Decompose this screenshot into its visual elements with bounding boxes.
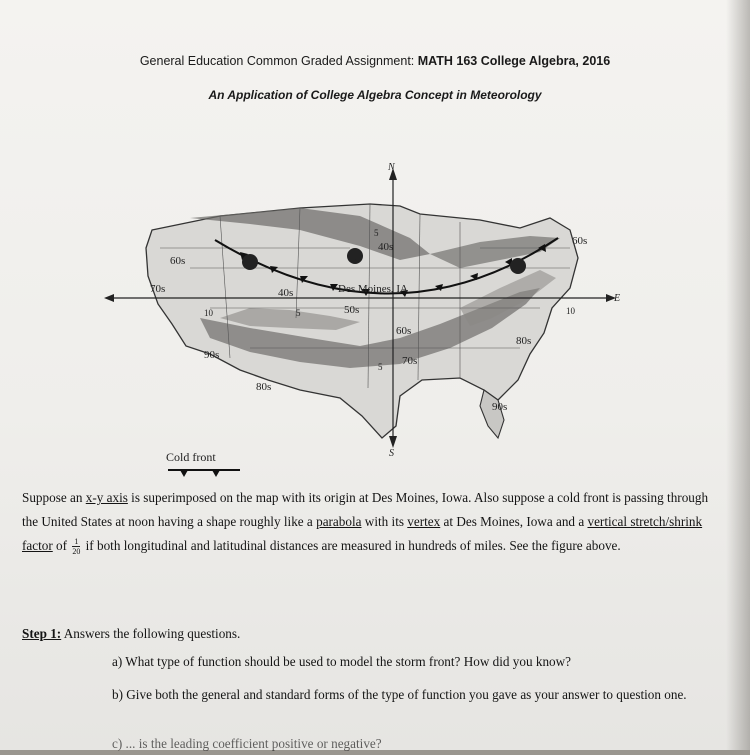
step-1-heading	[22, 626, 240, 642]
tick-y-bottom: 5	[378, 362, 383, 372]
legend-front-triangle	[180, 470, 188, 477]
compass-north: N	[388, 162, 395, 173]
low-label-west: L	[246, 258, 252, 268]
weather-map	[100, 158, 640, 478]
tick-y-top: 5	[374, 228, 379, 238]
para-underline-axis: x-y axis	[85, 490, 128, 505]
para-text: is superimposed on the map with its origin at Des Moines, Iowa. Also suppose a cold front is passing through the United States at noon having a shape roughly like a	[22, 490, 709, 529]
tick-x-left: 10	[204, 308, 213, 318]
compass-south: S	[389, 448, 394, 459]
header-prefix: General Education Common Graded Assignment:	[139, 54, 418, 68]
problem-paragraph	[22, 486, 712, 558]
low-label-east: L	[514, 262, 520, 272]
para-text: if both longitudinal and latitudinal distances are measured in hundreds of miles. See the figure above.	[82, 538, 621, 553]
des-moines-label: Des Moines, IA	[338, 283, 408, 295]
assignment-title: An Application of College Algebra Concept in Meteorology	[208, 88, 542, 102]
step-label: Step 1:	[22, 626, 62, 641]
fraction-denominator: 20	[72, 547, 81, 557]
temp-label: 50s	[344, 304, 360, 316]
assignment-header	[0, 54, 750, 68]
temp-label: 40s	[278, 287, 294, 299]
fraction	[72, 537, 80, 556]
temp-label: 40s	[378, 241, 394, 253]
para-text: Suppose an	[22, 490, 86, 505]
temp-label: 90s	[492, 401, 508, 413]
cold-front-legend-label: Cold front	[166, 450, 216, 464]
temp-label: 60s	[572, 235, 588, 247]
page-shadow	[726, 0, 750, 750]
x-axis-arrow-left	[104, 294, 114, 302]
para-text: with its	[361, 514, 408, 529]
question-b: b) Give both the general and standard forms of the type of function you gave as your answer to question one.	[112, 687, 687, 702]
header-course: MATH 163 College Algebra, 2016	[417, 54, 611, 68]
para-text: at Des Moines, Iowa and a	[440, 514, 588, 529]
para-underline-vertex: vertex	[407, 514, 441, 529]
temp-label: 60s	[396, 325, 412, 337]
compass-east: E	[614, 293, 621, 304]
us-map-figure	[100, 158, 640, 478]
temp-label: 80s	[516, 335, 532, 347]
question-a: a) What type of function should be used to model the storm front? How did you know?	[112, 654, 572, 669]
para-underline-stretch: vertical stretch/shrink factor	[22, 514, 703, 553]
legend-front-triangle	[212, 470, 220, 477]
para-underline-parabola: parabola	[316, 514, 362, 529]
para-text: of	[52, 538, 71, 553]
high-label: H	[350, 252, 357, 262]
temp-label: 60s	[170, 255, 186, 267]
tick-x-left-inner: 5	[296, 308, 301, 318]
tick-x-right: 10	[566, 306, 575, 316]
temp-label: 70s	[150, 283, 166, 295]
temp-label: 80s	[256, 381, 272, 393]
question-c: c) ... is the leading coefficient positive or negative?	[112, 736, 382, 751]
temp-label: 90s	[204, 349, 220, 361]
y-axis-arrow-bottom	[389, 436, 397, 448]
temp-label: 70s	[402, 355, 418, 367]
step-text: Answers the following questions.	[61, 626, 241, 641]
fraction-numerator: 1	[74, 537, 79, 547]
